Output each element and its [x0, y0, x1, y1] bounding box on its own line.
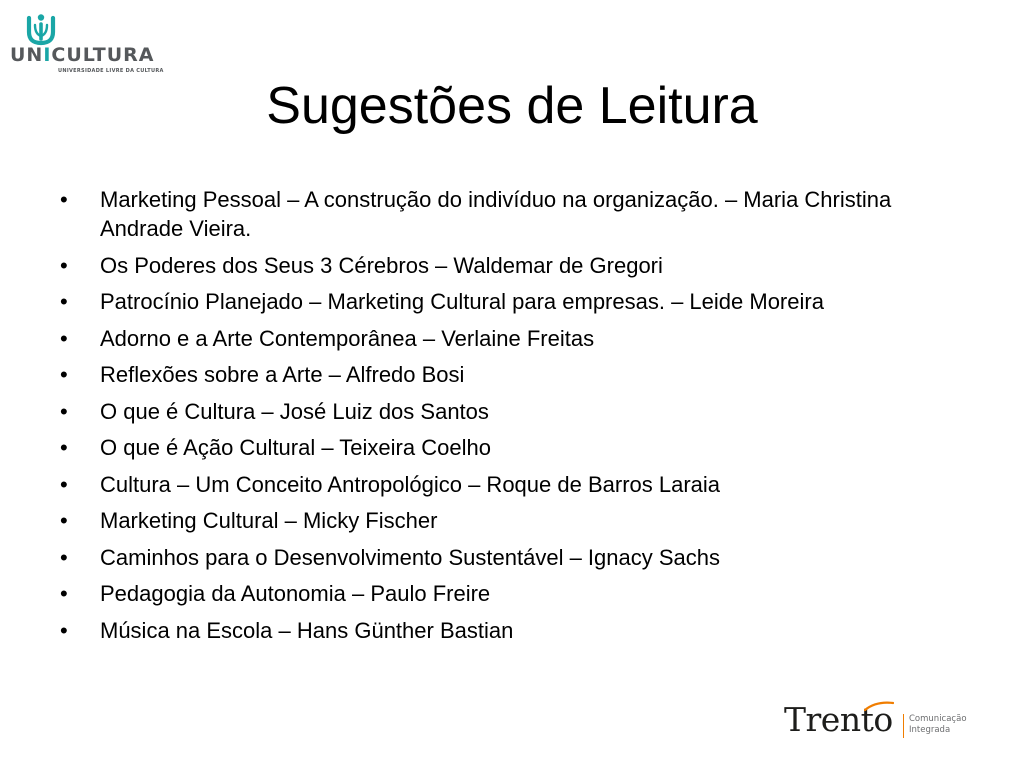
reading-list-item	[60, 433, 960, 462]
trento-tagline-line1: Comunicação	[909, 714, 967, 724]
bullet-icon: •	[60, 581, 68, 606]
unicultura-subtitle: UNIVERSIDADE LIVRE DA CULTURA	[58, 68, 164, 74]
reading-item-text: Caminhos para o Desenvolvimento Sustentável – Ignacy Sachs	[100, 544, 721, 570]
bullet-icon: •	[60, 617, 68, 643]
unicultura-wordmark	[10, 45, 162, 65]
reading-item-text: Marketing Cultural – Micky Fischer	[100, 508, 438, 533]
bullet-icon: •	[60, 187, 68, 212]
slide-title: Sugestões de Leitura	[266, 77, 758, 135]
reading-item-text: O que é Cultura – José Luiz dos Santos	[100, 398, 489, 424]
trento-wordmark: Trento	[784, 700, 893, 739]
reading-list-item	[60, 506, 960, 535]
reading-item-text: Reflexões sobre a Arte – Alfredo Bosi	[100, 362, 465, 387]
bullet-icon: •	[60, 508, 68, 533]
reading-item-text: Pedagogia da Autonomia – Paulo Freire	[100, 581, 491, 606]
reading-item-text: Patrocínio Planejado – Marketing Cultural para empresas. – Leide Moreira	[100, 289, 824, 314]
reading-item-text: Música na Escola – Hans Günther Bastian	[100, 617, 514, 643]
unicultura-wordmark-accent: I	[43, 44, 52, 66]
reading-list-item	[60, 360, 960, 389]
reading-list	[60, 185, 960, 652]
unicultura-wordmark-suffix: CULTURA	[51, 44, 155, 66]
reading-list-item	[60, 287, 960, 316]
unicultura-logo	[10, 12, 162, 78]
reading-list-item	[60, 397, 960, 426]
bullet-icon: •	[60, 471, 68, 497]
bullet-icon: •	[60, 252, 68, 278]
unicultura-mark-icon	[24, 12, 58, 46]
trento-tagline-line2: Integrada	[909, 725, 951, 735]
trento-swoosh-icon	[864, 700, 894, 712]
trento-tagline	[909, 714, 967, 736]
reading-item-text: Marketing Pessoal – A construção do indivíduo na organização. – Maria Christina Andrade Vieira.	[100, 187, 892, 241]
reading-item-text: Cultura – Um Conceito Antropológico – Roque de Barros Laraia	[100, 471, 721, 497]
reading-item-text: O que é Ação Cultural – Teixeira Coelho	[100, 435, 491, 460]
reading-list-item	[60, 579, 960, 608]
reading-list-item	[60, 470, 960, 499]
bullet-icon: •	[60, 362, 68, 387]
bullet-icon: •	[60, 398, 68, 424]
bullet-icon: •	[60, 435, 68, 460]
reading-item-text: Os Poderes dos Seus 3 Cérebros – Waldemar de Gregori	[100, 252, 663, 278]
reading-list-item	[60, 251, 960, 280]
unicultura-wordmark-prefix: UN	[10, 44, 44, 66]
reading-list-item	[60, 324, 960, 353]
reading-item-text: Adorno e a Arte Contemporânea – Verlaine Freitas	[100, 325, 595, 351]
bullet-icon: •	[60, 325, 68, 351]
reading-list-item	[60, 616, 960, 645]
trento-logo	[784, 700, 984, 746]
bullet-icon: •	[60, 544, 68, 570]
bullet-icon: •	[60, 289, 68, 314]
reading-list-item	[60, 543, 960, 572]
reading-list-item	[60, 185, 960, 243]
trento-divider	[903, 714, 904, 738]
